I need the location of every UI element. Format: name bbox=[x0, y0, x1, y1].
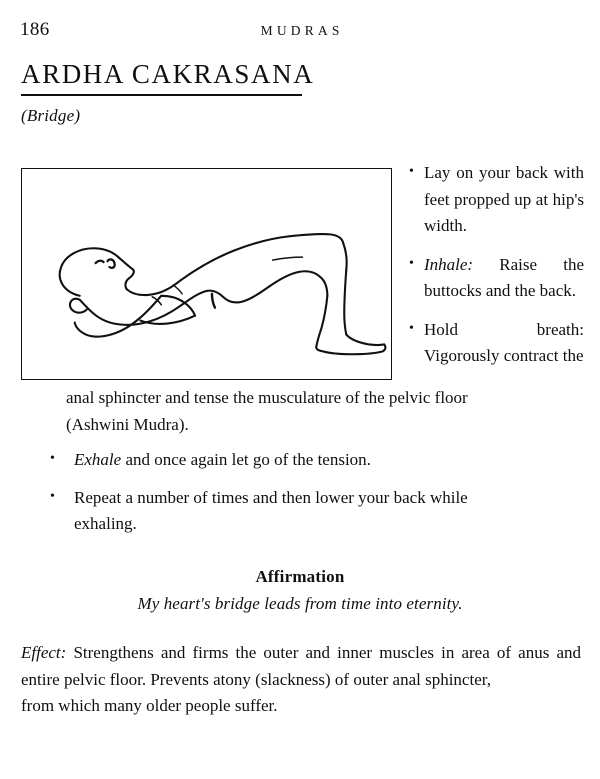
instruction-lead-in: Inhale: bbox=[424, 254, 474, 274]
running-head bbox=[20, 18, 580, 42]
runaround-paragraph bbox=[66, 385, 584, 438]
effect-line-2: and entire pelvic floor. Prevents atony (slackness) of outer anal sphincter, bbox=[21, 643, 582, 689]
effect-line-3: from which many older people suffer. bbox=[21, 696, 278, 715]
instruction-line-1: Repeat a number of times and then lower your back while bbox=[74, 487, 468, 507]
page-title: ARDHA CAKRASANA bbox=[21, 59, 315, 89]
running-head-title: MUDRAS bbox=[260, 23, 344, 38]
side-instruction-list bbox=[408, 160, 584, 370]
effect-label: Effect: bbox=[21, 643, 67, 662]
affirmation-text: My heart's bridge leads from time into eternity. bbox=[137, 594, 463, 613]
instruction-text-cont: buttocks and the bbox=[424, 281, 536, 300]
list-item bbox=[408, 160, 584, 240]
instruction-line-2: exhaling. bbox=[74, 514, 137, 533]
title-block bbox=[21, 57, 561, 127]
page-number: 186 bbox=[20, 19, 50, 40]
instruction-text: Raise the bbox=[499, 254, 584, 274]
affirmation-block bbox=[30, 565, 570, 617]
runaround-line-2: (Ashwini Mudra). bbox=[66, 414, 189, 434]
instruction-text: Hold breath: Vigorously contract the bbox=[424, 319, 584, 365]
instruction-text: Lay on your back with feet propped up at hip's width. bbox=[424, 163, 584, 235]
instruction-text: and once again let go of the tension. bbox=[121, 450, 371, 469]
instruction-text-cont2: back. bbox=[539, 281, 577, 300]
list-item bbox=[408, 317, 584, 370]
list-item bbox=[46, 447, 566, 474]
bridge-pose-illustration bbox=[22, 169, 391, 379]
title-rule bbox=[21, 94, 302, 96]
list-item bbox=[46, 485, 566, 538]
list-item bbox=[408, 252, 584, 305]
main-instruction-list bbox=[46, 447, 566, 549]
instruction-lead-in: Exhale bbox=[74, 450, 122, 469]
pose-subtitle: (Bridge) bbox=[21, 105, 81, 125]
affirmation-heading: Affirmation bbox=[255, 567, 345, 586]
effect-line-1: Strengthens and firms the outer and inner muscles in area of anus bbox=[73, 643, 550, 662]
runaround-line-1: anal sphincter and tense the musculature of the pelvic floor bbox=[66, 388, 468, 407]
illustration-frame bbox=[21, 168, 392, 380]
effect-paragraph bbox=[21, 640, 581, 720]
